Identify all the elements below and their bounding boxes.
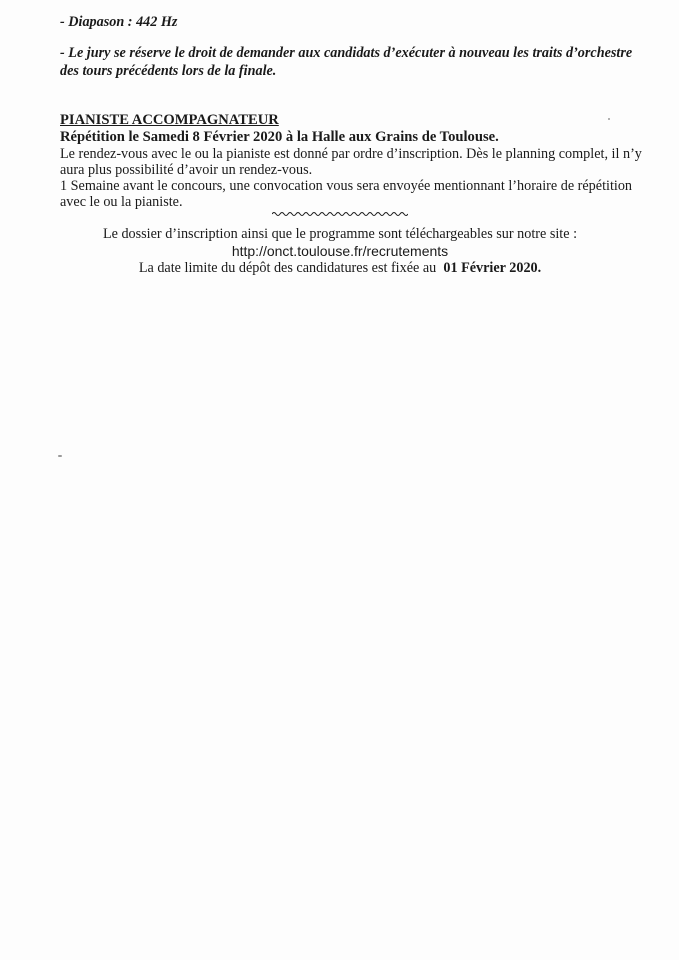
deadline-line [60,260,620,277]
pianist-text-line-4: avec le ou la pianiste. [60,194,183,210]
deadline-date: 01 Février 2020. [443,260,542,276]
decorative-wave-divider [272,210,408,218]
deadline-prefix: La date limite du dépôt des candidatures est fixée au [138,260,437,276]
jury-rule-line-2: des tours précédents lors de la finale. [60,63,277,79]
dossier-line: Le dossier d’inscription ainsi que le programme sont téléchargeables sur notre site : [102,226,578,242]
rehearsal-line: Répétition le Samedi 8 Février 2020 à la Halle aux Grains de Toulouse. [60,129,499,145]
pianist-heading: PIANISTE ACCOMPAGNATEUR [60,112,279,128]
diapason-rule: - Diapason : 442 Hz [60,14,178,30]
scan-speck [58,455,62,457]
website-url[interactable]: http://onct.toulouse.fr/recrutements [231,243,449,259]
pianist-text-line-3: 1 Semaine avant le concours, une convocation vous sera envoyée mentionnant l’horaire de répétition [60,178,633,194]
scan-speck [608,118,610,120]
pianist-text-line-1: Le rendez-vous avec le ou la pianiste est donné par ordre d’inscription. Dès le planning complet, il n’y [60,146,642,162]
pianist-text-line-2: aura plus possibilité d’avoir un rendez-vous. [60,162,313,178]
jury-rule-line-1: - Le jury se réserve le droit de demander aux candidats d’exécuter à nouveau les traits d’orchestre [60,45,633,61]
